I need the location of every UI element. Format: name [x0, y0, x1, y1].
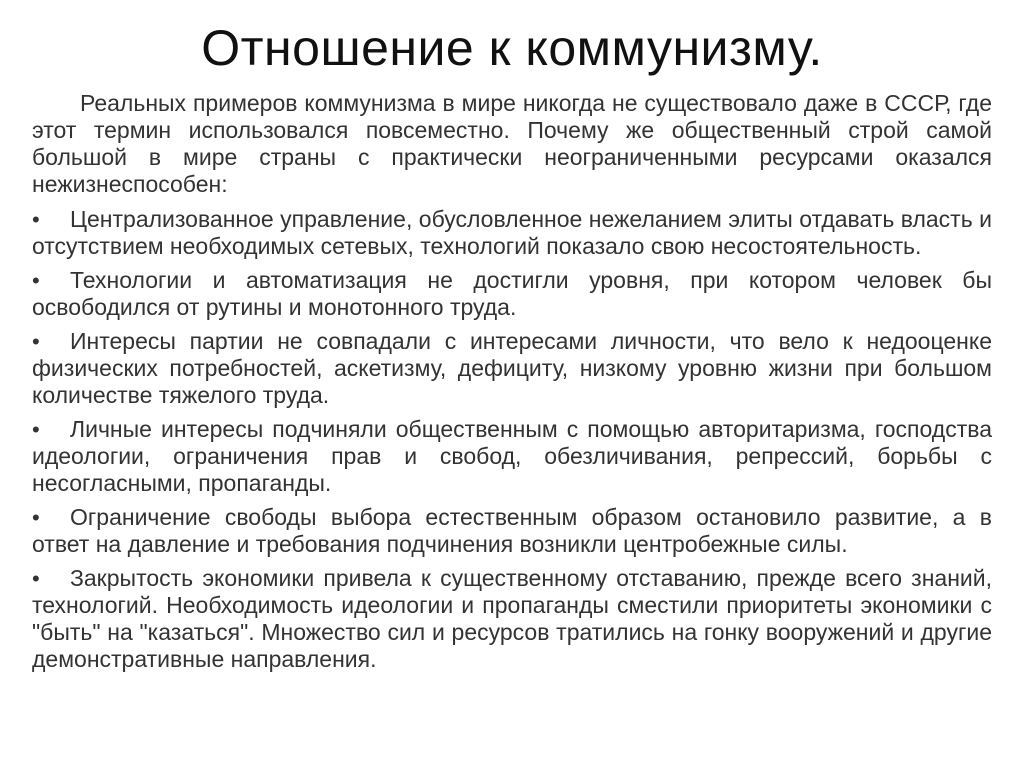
- list-item-text: Личные интересы подчиняли общественным с помощью авторитаризма, господства идеологии, ограничения прав и свобод, обезличивания, репрессий, борьбы с несогласными, пропаганды.: [32, 416, 992, 496]
- list-item: [32, 565, 992, 673]
- bullet-icon: •: [32, 417, 40, 442]
- intro-paragraph: Реальных примеров коммунизма в мире никогда не существовало даже в СССР, где этот термин использовался повсеместно. Почему же общественный строй самой большой в мире страны с практически неограниченными ресурсами оказался нежизнеспособен:: [32, 90, 992, 197]
- list-item-text: Интересы партии не совпадали с интересами личности, что вело к недооценке физических потребностей, аскетизму, дефициту, низкому уровню жизни при большом количестве тяжелого труда.: [32, 328, 992, 408]
- bullet-icon: •: [32, 207, 40, 232]
- list-item-text: Технологии и автоматизация не достигли уровня, при котором человек бы освободился от рутины и монотонного труда.: [32, 267, 992, 320]
- list-item-text: Централизованное управление, обусловленное нежеланием элиты отдавать власть и отсутствием необходимых сетевых, технологий показало свою несостоятельность.: [32, 206, 992, 259]
- list-item-text: Закрытость экономики привела к существенному отставанию, прежде всего знаний, технологий. Необходимость идеологии и пропаганды сместили приоритеты экономики с "быть" на "казаться". Множество сил и ресурсов тратились на гонку вооружений и другие демонстративные направления.: [32, 565, 992, 672]
- bullet-icon: •: [32, 329, 40, 354]
- list-item: [32, 267, 992, 321]
- list-item: [32, 416, 992, 497]
- page-title: Отношение к коммунизму.: [201, 20, 823, 76]
- bullet-list: [32, 206, 992, 673]
- slide-content: [32, 90, 992, 680]
- list-item-text: Ограничение свободы выбора естественным образом остановило развитие, а в ответ на давление и требования подчинения возникли центробежные силы.: [32, 504, 992, 557]
- list-item: [32, 206, 992, 260]
- bullet-icon: •: [32, 268, 40, 293]
- list-item: [32, 504, 992, 558]
- list-item: [32, 328, 992, 409]
- bullet-icon: •: [32, 566, 40, 591]
- bullet-icon: •: [32, 505, 40, 530]
